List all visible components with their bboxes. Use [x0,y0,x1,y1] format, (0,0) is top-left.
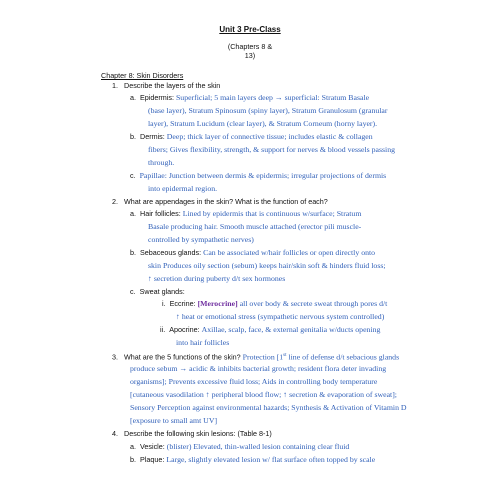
superscript: st [283,353,287,358]
question-text: What are the 5 functions of the skin? [124,352,241,362]
answer-text: Papillae: Junction between dermis & epidermis; irregular projections of dermis [139,171,387,180]
answer-text: into hair follicles [176,338,230,347]
q1-b-line-1 [130,131,373,142]
answer-text: layer), Stratum Lucidum (clear layer), & Stratum Corneum (horny layer). [148,119,378,128]
document-title: Unit 3 Pre-Class [219,25,281,34]
answer-text: skin Produces oily section (sebum) keeps hair/skin soft & hinders fluid loss; [148,261,386,270]
question-4 [112,428,272,439]
question-2 [112,196,328,207]
answer-text: Basale producing hair. Smooth muscle attached (erector pili muscle- [148,222,362,231]
answer-text: fibers; Gives flexibility, strength, & support for nerves & blood vessels passing [148,145,396,154]
item-term: Hair follicles: [140,209,181,218]
item-term: Apocrine: [169,325,200,334]
answer-text: controlled by sympathetic nerves) [148,235,254,244]
answer-text: into epidermal region. [148,184,218,193]
item-label: b. [130,132,136,141]
answer-text: Lined by epidermis that is continuous w/surface; Stratum [182,209,362,218]
q1-c-line-1 [130,170,386,181]
question-number: 4. [112,429,118,438]
answer-text: (blister) Elevated, thin-walled lesion containing clear fluid [166,442,350,451]
question-3 [112,350,399,362]
item-term: Plaque: [140,455,165,464]
item-label: a. [130,93,136,102]
item-term: Eccrine: [169,299,196,308]
answer-text: (base layer), Stratum Spinosum (spiny layer), Stratum Granulosum (granular [148,106,388,115]
item-label: a. [130,442,136,451]
q2-a-line-1 [130,208,361,219]
answer-text: [exposure to small amt UV] [130,416,218,425]
answer-text: line of defense d/t sebacious glands [286,352,400,362]
answer-text: ↑ secretion during puberty d/t sex hormones [148,274,286,283]
answer-text: all over body & secrete sweat through pores d/t [239,299,388,308]
q4-b-line [130,454,375,465]
answer-text: Deep; thick layer of connective tissue; includes elastic & collagen [166,132,373,141]
item-label: b. [130,455,136,464]
question-text: Describe the following skin lesions: (Table 8-1) [124,429,272,438]
item-label: a. [130,209,136,218]
answer-text: [cutaneous vasodilation ↑ peripheral blood flow; ↑ secretion & evaporation of sweat]; [130,390,397,399]
question-number: 2. [112,197,118,206]
item-term: Sweat glands: [139,287,185,296]
item-term: Epidermis: [140,93,174,102]
subtitle-line-1: (Chapters 8 & [227,42,273,51]
item-label: c. [130,171,136,180]
q1-a-line-1 [130,92,369,103]
answer-text: through. [148,158,175,167]
item-term: Dermis: [140,132,165,141]
answer-text: Superficial; 5 main layers deep → superficial: Stratum Basale [175,93,370,102]
answer-text: Protection [1 [242,352,284,362]
q4-a-line [130,441,349,452]
answer-text: Can be associated w/hair follicles or open directly onto [203,248,376,257]
item-term: Sebaceous glands: [140,248,202,257]
q2-c-i-line-1 [162,298,387,309]
answer-text: produce sebum → acidic & inhibits bacterial growth; resident flora deter invading [130,364,387,373]
q2-c-ii-line-1 [160,324,380,335]
question-number: 3. [112,352,118,362]
answer-text: Sensory Perception against environmental hazards; Synthesis & Activation of Vitamin D [130,403,407,412]
question-text: Describe the layers of the skin [124,81,221,90]
item-label: ii. [160,325,166,334]
item-label: b. [130,248,136,257]
answer-text: organisms]; Prevents excessive fluid loss; Aids in controlling body temperature [130,377,378,386]
answer-text: ↑ heat or emotional stress (sympathetic nervous system controlled) [176,312,385,321]
question-1 [112,80,220,91]
answer-text: Large, slightly elevated lesion w/ flat surface often topped by scale [166,455,376,464]
item-label: c. [130,287,136,296]
subtitle-line-2: 13) [244,51,256,60]
item-term: Vesicle: [140,442,165,451]
highlight-text: [Merocrine] [197,299,238,308]
question-text: What are appendages in the skin? What is the function of each? [124,197,328,206]
chapter-heading: Chapter 8: Skin Disorders [101,71,184,80]
question-number: 1. [112,81,118,90]
q2-b-line-1 [130,247,375,258]
answer-text: Axillae, scalp, face, & external genitalia w/ducts opening [201,325,381,334]
document-subtitle [0,42,500,60]
item-label: i. [162,299,166,308]
q2-c-line-1 [130,286,185,297]
